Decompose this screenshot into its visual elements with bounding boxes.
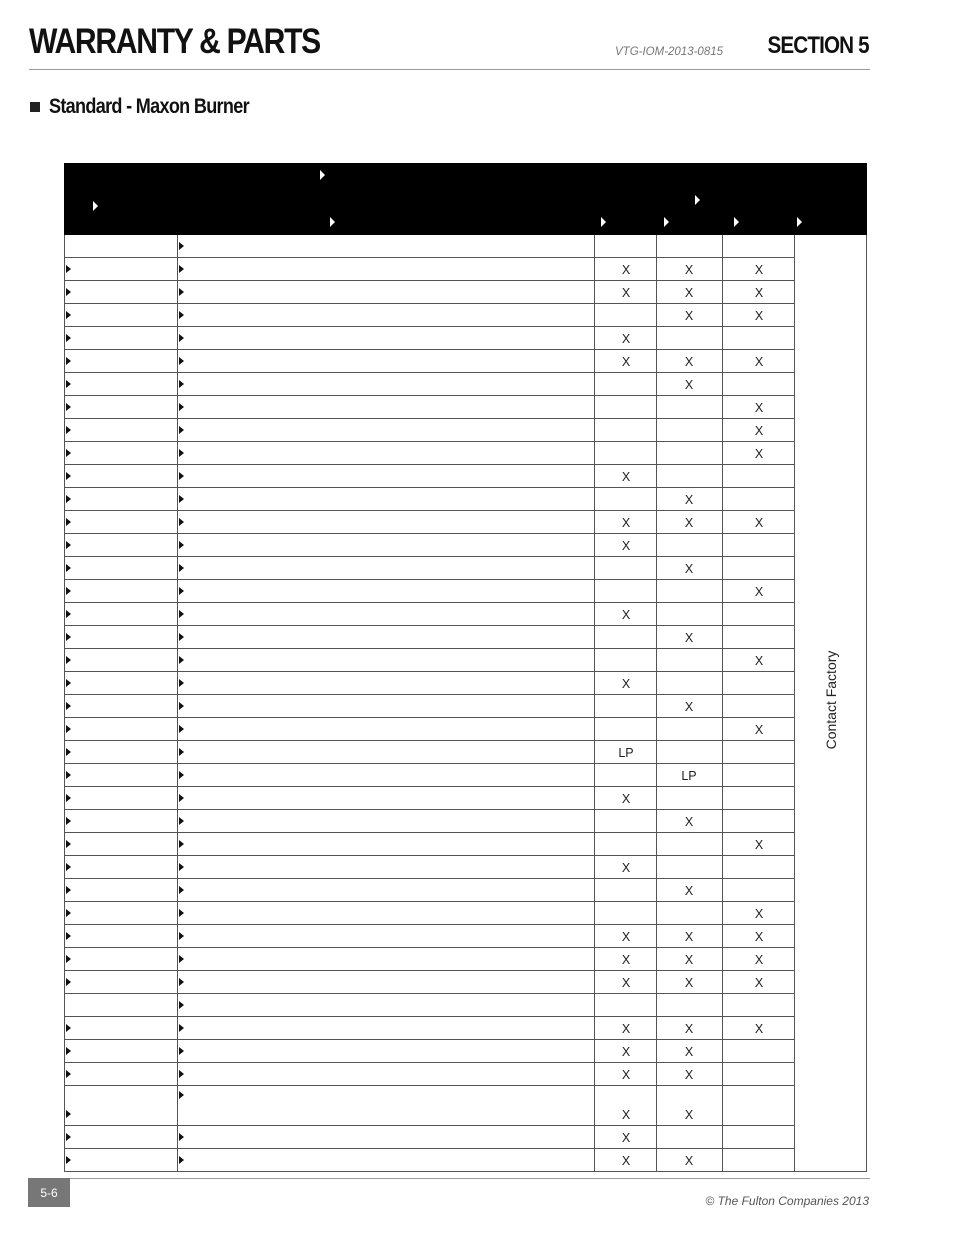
row-divider	[65, 280, 795, 281]
triangle-marker-icon	[695, 195, 700, 205]
row-divider	[65, 901, 795, 902]
row-marker-icon	[179, 656, 184, 664]
row-marker-icon	[66, 794, 71, 802]
model-mark: X	[684, 1022, 694, 1036]
row-divider	[65, 1062, 795, 1063]
model-mark: X	[754, 355, 764, 369]
row-divider	[65, 694, 795, 695]
model-mark: X	[754, 401, 764, 415]
row-divider	[65, 924, 795, 925]
row-marker-icon	[66, 518, 71, 526]
row-divider	[65, 349, 795, 350]
model-mark: X	[754, 930, 764, 944]
column-divider	[722, 235, 723, 1171]
row-divider	[65, 257, 795, 258]
model-mark: X	[621, 355, 631, 369]
row-marker-icon	[179, 288, 184, 296]
row-marker-icon	[179, 1024, 184, 1032]
model-mark: X	[754, 953, 764, 967]
subheading-text: Standard - Maxon Burner	[49, 95, 249, 118]
column-divider	[177, 235, 178, 1171]
model-mark: X	[621, 286, 631, 300]
row-marker-icon	[66, 840, 71, 848]
copyright: © The Fulton Companies 2013	[705, 1194, 869, 1208]
row-marker-icon	[66, 1133, 71, 1141]
row-marker-icon	[66, 1047, 71, 1055]
row-divider	[65, 441, 795, 442]
row-divider	[65, 671, 795, 672]
row-divider	[65, 418, 795, 419]
row-marker-icon	[179, 541, 184, 549]
row-marker-icon	[66, 978, 71, 986]
doc-code: VTG-IOM-2013-0815	[615, 46, 724, 58]
model-mark: X	[621, 516, 631, 530]
row-divider	[65, 579, 795, 580]
triangle-marker-icon	[601, 217, 606, 227]
row-divider	[65, 326, 795, 327]
row-marker-icon	[179, 495, 184, 503]
model-mark: X	[684, 930, 694, 944]
row-marker-icon	[179, 771, 184, 779]
row-marker-icon	[179, 863, 184, 871]
row-marker-icon	[66, 702, 71, 710]
row-marker-icon	[179, 748, 184, 756]
model-mark: X	[684, 884, 694, 898]
model-mark: X	[621, 930, 631, 944]
row-divider	[65, 1016, 795, 1017]
model-mark: X	[684, 562, 694, 576]
model-mark: X	[621, 470, 631, 484]
row-marker-icon	[66, 1110, 71, 1118]
row-marker-icon	[66, 495, 71, 503]
column-divider	[656, 235, 657, 1171]
model-mark: X	[754, 424, 764, 438]
row-divider	[65, 533, 795, 534]
model-mark: X	[684, 493, 694, 507]
section-label: SECTION 5	[767, 32, 869, 59]
row-divider	[65, 947, 795, 948]
row-marker-icon	[179, 679, 184, 687]
row-divider	[65, 809, 795, 810]
model-mark: X	[684, 1154, 694, 1168]
row-marker-icon	[179, 449, 184, 457]
row-marker-icon	[66, 932, 71, 940]
model-mark: X	[754, 907, 764, 921]
row-marker-icon	[66, 610, 71, 618]
row-divider	[65, 395, 795, 396]
row-marker-icon	[66, 886, 71, 894]
row-divider	[65, 1039, 795, 1040]
row-divider	[65, 786, 795, 787]
model-mark: X	[621, 1022, 631, 1036]
row-divider	[65, 993, 795, 994]
row-marker-icon	[66, 403, 71, 411]
model-mark: X	[621, 953, 631, 967]
row-marker-icon	[179, 978, 184, 986]
model-mark: X	[621, 1045, 631, 1059]
row-divider	[65, 1148, 795, 1149]
model-mark: LP	[681, 769, 697, 783]
row-divider	[65, 970, 795, 971]
row-divider	[65, 303, 795, 304]
row-marker-icon	[66, 541, 71, 549]
row-marker-icon	[66, 449, 71, 457]
row-marker-icon	[179, 1001, 184, 1009]
row-marker-icon	[179, 817, 184, 825]
row-marker-icon	[66, 817, 71, 825]
square-bullet-icon	[30, 102, 40, 112]
row-marker-icon	[66, 1024, 71, 1032]
row-marker-icon	[66, 771, 71, 779]
model-mark: X	[684, 1108, 694, 1122]
row-marker-icon	[66, 955, 71, 963]
model-mark: X	[684, 286, 694, 300]
row-divider	[65, 878, 795, 879]
row-divider	[65, 556, 795, 557]
doc-title: WARRANTY & PARTS	[29, 22, 320, 61]
row-marker-icon	[179, 886, 184, 894]
model-mark: X	[684, 976, 694, 990]
row-marker-icon	[179, 909, 184, 917]
row-divider	[65, 510, 795, 511]
model-mark: X	[754, 286, 764, 300]
model-mark: X	[754, 723, 764, 737]
row-divider	[65, 464, 795, 465]
row-marker-icon	[179, 955, 184, 963]
model-mark: X	[621, 677, 631, 691]
row-marker-icon	[179, 633, 184, 641]
table-body	[64, 235, 867, 1172]
row-marker-icon	[179, 1156, 184, 1164]
row-marker-icon	[179, 564, 184, 572]
row-marker-icon	[66, 564, 71, 572]
subheading	[30, 95, 281, 119]
row-marker-icon	[66, 725, 71, 733]
triangle-marker-icon	[93, 201, 98, 211]
row-marker-icon	[179, 265, 184, 273]
row-marker-icon	[179, 1091, 184, 1099]
triangle-marker-icon	[664, 217, 669, 227]
model-mark: X	[754, 976, 764, 990]
model-mark: X	[684, 309, 694, 323]
column-divider	[594, 235, 595, 1171]
row-marker-icon	[179, 725, 184, 733]
row-divider	[65, 717, 795, 718]
model-mark: X	[621, 792, 631, 806]
row-divider	[65, 740, 795, 741]
row-marker-icon	[66, 1156, 71, 1164]
model-mark: X	[621, 1131, 631, 1145]
contact-factory-note: Contact Factory	[823, 650, 839, 750]
footer-rule	[70, 1178, 870, 1179]
row-marker-icon	[179, 610, 184, 618]
row-marker-icon	[66, 472, 71, 480]
model-mark: X	[621, 861, 631, 875]
model-mark: X	[621, 263, 631, 277]
triangle-marker-icon	[734, 217, 739, 227]
model-mark: X	[684, 1068, 694, 1082]
model-mark: X	[684, 516, 694, 530]
row-marker-icon	[66, 656, 71, 664]
row-marker-icon	[66, 587, 71, 595]
triangle-marker-icon	[320, 170, 325, 180]
model-mark: LP	[618, 746, 634, 760]
row-marker-icon	[66, 863, 71, 871]
row-divider	[65, 648, 795, 649]
table-header	[64, 163, 867, 235]
row-marker-icon	[66, 909, 71, 917]
model-mark: X	[684, 815, 694, 829]
column-divider	[794, 235, 795, 1171]
row-marker-icon	[179, 334, 184, 342]
model-mark: X	[684, 263, 694, 277]
model-mark: X	[754, 1022, 764, 1036]
row-divider	[65, 372, 795, 373]
parts-table	[64, 163, 867, 1172]
model-mark: X	[684, 378, 694, 392]
model-mark: X	[754, 447, 764, 461]
row-marker-icon	[66, 1070, 71, 1078]
model-mark: X	[621, 1068, 631, 1082]
model-mark: X	[754, 585, 764, 599]
model-mark: X	[754, 654, 764, 668]
row-marker-icon	[179, 242, 184, 250]
row-marker-icon	[179, 794, 184, 802]
row-marker-icon	[179, 1047, 184, 1055]
model-mark: X	[621, 539, 631, 553]
row-divider	[65, 602, 795, 603]
row-marker-icon	[179, 932, 184, 940]
row-marker-icon	[66, 288, 71, 296]
row-divider	[65, 855, 795, 856]
row-marker-icon	[66, 311, 71, 319]
model-mark: X	[684, 355, 694, 369]
row-marker-icon	[66, 265, 71, 273]
row-marker-icon	[179, 1070, 184, 1078]
row-marker-icon	[66, 380, 71, 388]
row-divider	[65, 1085, 795, 1086]
model-mark: X	[621, 1108, 631, 1122]
row-marker-icon	[179, 1133, 184, 1141]
triangle-marker-icon	[797, 217, 802, 227]
row-divider	[65, 487, 795, 488]
row-divider	[65, 625, 795, 626]
row-marker-icon	[66, 633, 71, 641]
model-mark: X	[754, 838, 764, 852]
row-divider	[65, 1125, 795, 1126]
model-mark: X	[684, 631, 694, 645]
row-marker-icon	[66, 679, 71, 687]
model-mark: X	[621, 332, 631, 346]
row-marker-icon	[179, 472, 184, 480]
row-marker-icon	[66, 357, 71, 365]
header-rule	[29, 69, 870, 70]
row-marker-icon	[179, 426, 184, 434]
row-marker-icon	[66, 334, 71, 342]
model-mark: X	[684, 700, 694, 714]
model-mark: X	[684, 953, 694, 967]
row-marker-icon	[66, 426, 71, 434]
row-marker-icon	[179, 357, 184, 365]
row-marker-icon	[179, 702, 184, 710]
model-mark: X	[684, 1045, 694, 1059]
row-divider	[65, 832, 795, 833]
row-divider	[65, 763, 795, 764]
model-mark: X	[754, 516, 764, 530]
row-marker-icon	[179, 840, 184, 848]
model-mark: X	[621, 976, 631, 990]
row-marker-icon	[179, 380, 184, 388]
model-mark: X	[621, 1154, 631, 1168]
triangle-marker-icon	[330, 217, 335, 227]
row-marker-icon	[179, 587, 184, 595]
model-mark: X	[754, 309, 764, 323]
model-mark: X	[754, 263, 764, 277]
row-marker-icon	[66, 748, 71, 756]
row-marker-icon	[179, 403, 184, 411]
row-marker-icon	[179, 311, 184, 319]
row-marker-icon	[179, 518, 184, 526]
model-mark: X	[621, 608, 631, 622]
page-number: 5-6	[28, 1178, 70, 1207]
